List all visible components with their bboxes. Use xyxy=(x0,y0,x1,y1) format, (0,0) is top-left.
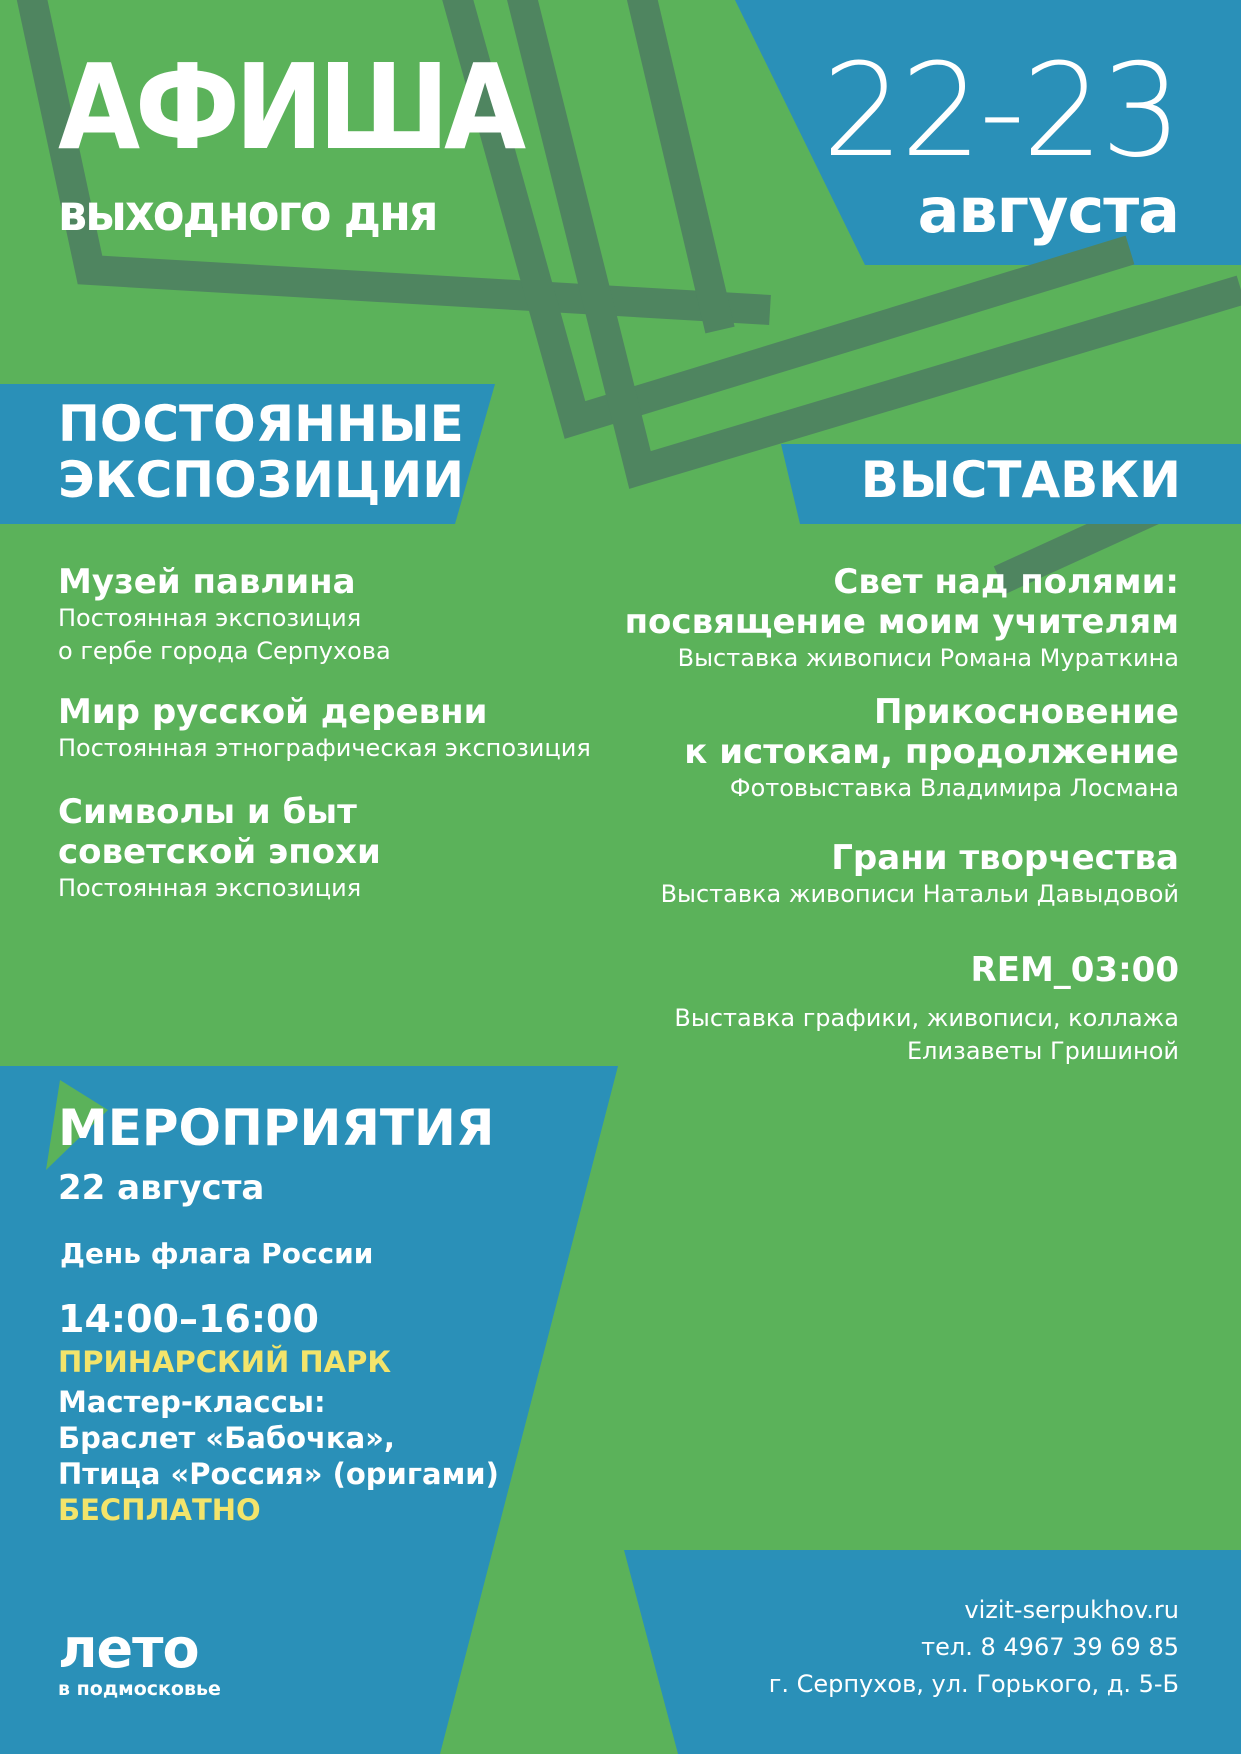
permanent-item-desc: Постоянная экспозиция xyxy=(58,604,362,632)
logo-main-text: лето xyxy=(58,1617,199,1680)
exhibition-title: Прикосновение xyxy=(873,692,1179,732)
permanent-item-desc: о гербе города Серпухова xyxy=(58,637,391,665)
exhibition-title: посвящение моим учителям xyxy=(624,602,1179,642)
poster-title: АФИША xyxy=(58,38,521,176)
exhibition-desc: Фотовыставка Владимира Лосмана xyxy=(729,774,1179,802)
leto-logo xyxy=(58,1617,221,1700)
permanent-item-title: Мир русской деревни xyxy=(58,692,488,732)
event-time: 14:00–16:00 xyxy=(58,1297,319,1341)
permanent-item-title: Символы и быт xyxy=(58,792,357,832)
exhibition-item xyxy=(625,562,1179,675)
event-detail-line: Мастер-классы: xyxy=(58,1385,326,1419)
event-detail-line: Птица «Россия» (оригами) xyxy=(58,1457,499,1491)
permanent-item-desc: Постоянная этнографическая экспозиция xyxy=(58,734,591,762)
exhibition-item xyxy=(684,692,1179,805)
address: г. Серпухов, ул. Горького, д. 5-Б xyxy=(768,1670,1179,1698)
exhibition-title: REM_03:00 xyxy=(970,950,1179,990)
poster-subtitle: выходного дня xyxy=(58,184,437,242)
event-place: ПРИНАРСКИЙ ПАРК xyxy=(58,1345,392,1379)
exhibition-item xyxy=(674,950,1179,1068)
contacts xyxy=(769,1592,1179,1703)
exhibition-title: Свет над полями: xyxy=(833,562,1179,602)
exhibition-item xyxy=(661,838,1179,911)
event-details xyxy=(58,1384,499,1528)
events-heading: МЕРОПРИЯТИЯ xyxy=(58,1099,495,1157)
permanent-item-desc: Постоянная экспозиция xyxy=(58,874,362,902)
exhibition-title: к истокам, продолжение xyxy=(684,732,1179,772)
event-price: БЕСПЛАТНО xyxy=(58,1493,261,1527)
phone-number: тел. 8 4967 39 69 85 xyxy=(921,1633,1179,1661)
event-date: 22 августа xyxy=(58,1168,265,1208)
poster-month: августа xyxy=(917,174,1179,247)
exhibitions-heading: ВЫСТАВКИ xyxy=(860,451,1181,509)
exhibition-title: Грани творчества xyxy=(831,838,1179,878)
permanent-item xyxy=(58,692,591,765)
event-detail-line: Браслет «Бабочка», xyxy=(58,1421,395,1455)
website-link[interactable]: vizit-serpukhov.ru xyxy=(964,1596,1179,1624)
poster-dates: 22-23 xyxy=(822,37,1179,186)
exhibition-desc: Выставка живописи Романа Мураткина xyxy=(677,644,1179,672)
permanent-item xyxy=(58,562,391,668)
exhibition-desc: Выставка живописи Натальи Давыдовой xyxy=(660,880,1179,908)
exhibition-desc: Елизаветы Гришиной xyxy=(906,1037,1179,1065)
event-name: День флага России xyxy=(60,1237,374,1270)
exhibition-desc: Выставка графики, живописи, коллажа xyxy=(674,1004,1179,1032)
permanent-heading-line: ЭКСПОЗИЦИИ xyxy=(58,451,465,509)
permanent-heading xyxy=(58,396,464,508)
permanent-heading-line: ПОСТОЯННЫЕ xyxy=(58,395,464,453)
permanent-item-title: Музей павлина xyxy=(58,562,356,602)
permanent-item xyxy=(58,792,381,905)
permanent-item-title: советской эпохи xyxy=(58,832,381,872)
logo-sub-text: в подмосковье xyxy=(58,1678,221,1700)
